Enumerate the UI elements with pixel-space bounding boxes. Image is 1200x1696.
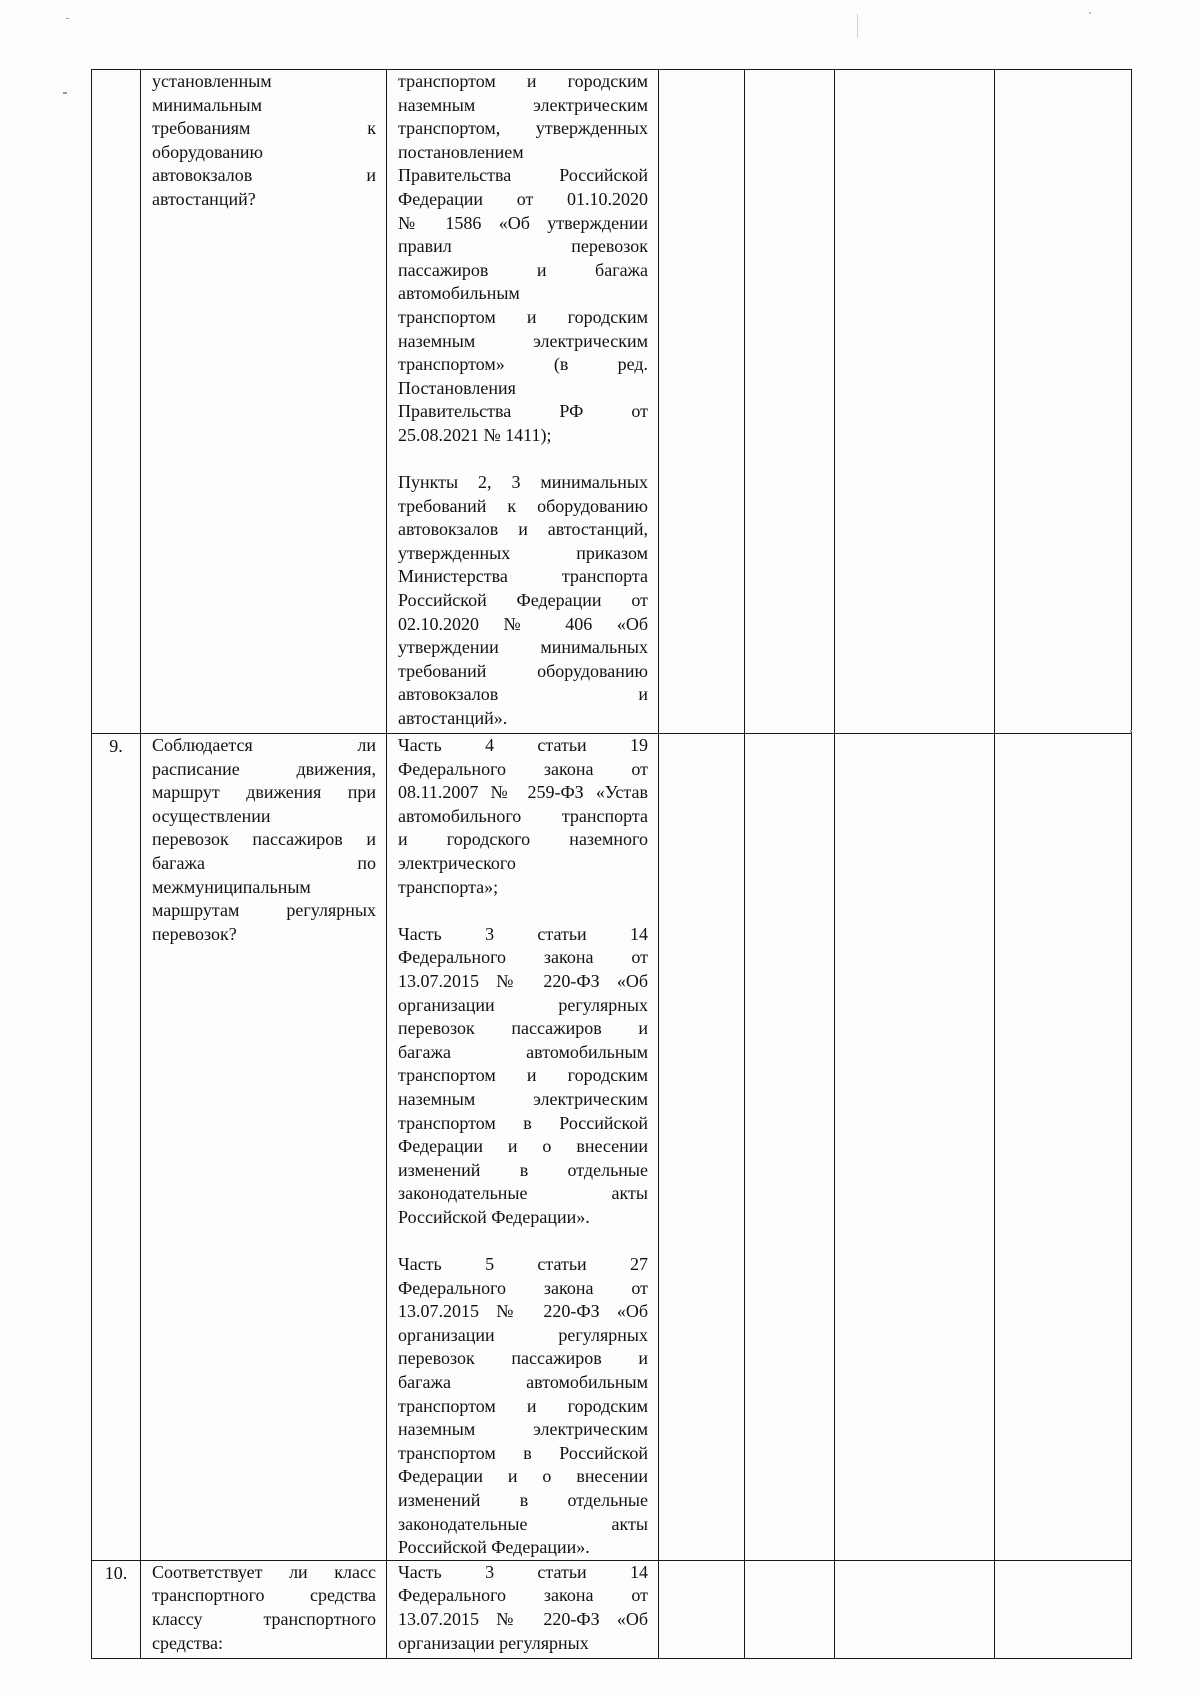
text-line: маршрутам регулярных (152, 900, 376, 921)
legal-basis-cell (387, 1560, 659, 1658)
legal-basis-paragraph (398, 1253, 648, 1560)
text-line: перевозок пассажиров и (398, 1348, 648, 1369)
text-line: утверждении минимальных (398, 637, 648, 658)
text-line: транспортом, утвержденных (398, 118, 648, 139)
legal-basis-text (398, 734, 648, 1560)
text-line: автостанций? (152, 188, 256, 209)
text-line: оборудованию (152, 141, 263, 162)
text-line: Постановления (398, 377, 516, 398)
legal-basis-paragraph (398, 70, 648, 448)
text-line: Соответствует ли класс (152, 1561, 376, 1582)
row-number-cell (92, 1560, 141, 1658)
legal-basis-paragraph (398, 734, 648, 899)
text-line: электрического (398, 852, 516, 873)
answer-cell-yes (659, 734, 745, 1561)
text-line: наземным электрическим (398, 94, 648, 115)
question-cell (141, 734, 387, 1561)
text-line: 08.11.2007 № 259-ФЗ «Устав (398, 782, 648, 803)
text-line: автостанций». (398, 708, 508, 729)
text-line: Федерации и о внесении (398, 1466, 648, 1487)
note-cell (995, 70, 1132, 734)
text-line: правил перевозок (398, 236, 648, 257)
text-line: изменений в отдельные (398, 1159, 648, 1180)
legal-basis-cell (387, 70, 659, 734)
scan-speck (1089, 12, 1091, 14)
text-line: постановлением (398, 141, 524, 162)
text-line: транспортом» (в ред. (398, 354, 648, 375)
text-line: Федерации от 01.10.2020 (398, 188, 648, 209)
text-line: наземным электрическим (398, 330, 648, 351)
text-line: перевозок пассажиров и (398, 1018, 648, 1039)
question-text (152, 70, 376, 212)
legal-basis-cell (387, 734, 659, 1561)
text-line: автовокзалов и (152, 165, 376, 186)
answer-cell-no (745, 70, 835, 734)
text-line: Федерального закона от (398, 1277, 648, 1298)
text-line: Федерального закона от (398, 758, 648, 779)
text-line: Правительства РФ от (398, 401, 648, 422)
text-line: установленным (152, 71, 272, 91)
scan-speck (857, 14, 858, 38)
table-row (92, 1560, 1132, 1658)
text-line: Часть 3 статьи 14 (398, 1561, 648, 1582)
text-line: 13.07.2015 № 220-ФЗ «Об (398, 1301, 648, 1322)
legal-basis-text (398, 1561, 648, 1655)
text-line: организации регулярных (398, 994, 648, 1015)
paragraph-gap (398, 448, 648, 472)
answer-cell-yes (659, 1560, 745, 1658)
answer-cell-not-applicable (835, 734, 995, 1561)
text-line: Российской Федерации от (398, 590, 648, 611)
text-line: законодательные акты (398, 1183, 648, 1204)
text-line: межмуниципальным (152, 876, 311, 897)
text-line: автовокзалов и автостанций, (398, 519, 648, 540)
scan-speck (66, 18, 69, 19)
text-line: Федерального закона от (398, 1585, 648, 1606)
table-row (92, 734, 1132, 1561)
text-line: 13.07.2015 № 220-ФЗ «Об (398, 1608, 648, 1629)
text-line: Часть 5 статьи 27 (398, 1254, 648, 1275)
text-line: Российской Федерации». (398, 1537, 590, 1558)
table-body (92, 70, 1132, 1659)
note-cell (995, 734, 1132, 1561)
answer-cell-no (745, 1560, 835, 1658)
text-line: № 1586 «Об утверждении (398, 212, 648, 233)
text-line: 25.08.2021 № 1411); (398, 424, 552, 445)
text-line: законодательные акты (398, 1513, 648, 1534)
text-line: утвержденных приказом (398, 542, 648, 563)
question-text (152, 734, 376, 946)
text-line: требованиям к (152, 118, 376, 139)
row-number-cell (92, 70, 141, 734)
text-line: Федерального закона от (398, 947, 648, 968)
text-line: наземным электрическим (398, 1088, 648, 1109)
text-line: багажа автомобильным (398, 1041, 648, 1062)
text-line: перевозок пассажиров и (152, 829, 376, 850)
text-line: транспортом в Российской (398, 1442, 648, 1463)
row-number: 10. (104, 1562, 128, 1583)
text-line: Соблюдается ли (152, 735, 376, 755)
text-line: Правительства Российской (398, 165, 648, 186)
text-line: транспортом и городским (398, 1395, 648, 1416)
note-cell (995, 1560, 1132, 1658)
checklist-table (91, 69, 1132, 1659)
legal-basis-paragraph (398, 471, 648, 731)
text-line: автомобильным (398, 283, 520, 304)
text-line: пассажиров и багажа (398, 259, 648, 280)
text-line: и городского наземного (398, 829, 648, 850)
text-line: 13.07.2015 № 220-ФЗ «Об (398, 970, 648, 991)
table-row (92, 70, 1132, 734)
text-line: осуществлении (152, 805, 271, 826)
text-line: автовокзалов и (398, 684, 648, 705)
text-line: транспортом в Российской (398, 1112, 648, 1133)
legal-basis-paragraph (398, 923, 648, 1230)
answer-cell-no (745, 734, 835, 1561)
text-line: багажа автомобильным (398, 1372, 648, 1393)
text-line: транспорта»; (398, 876, 499, 897)
answer-cell-not-applicable (835, 70, 995, 734)
text-line: требований к оборудованию (398, 495, 648, 516)
scan-speck (1130, 730, 1132, 732)
text-line: Часть 3 статьи 14 (398, 923, 648, 944)
answer-cell-yes (659, 70, 745, 734)
paragraph-gap (398, 1229, 648, 1253)
text-line: Федерации и о внесении (398, 1136, 648, 1157)
text-line: Российской Федерации». (398, 1206, 590, 1227)
text-line: транспортом и городским (398, 71, 648, 91)
text-line: транспортного средства (152, 1585, 376, 1606)
text-line: транспортом и городским (398, 306, 648, 327)
answer-cell-not-applicable (835, 1560, 995, 1658)
text-line: требований оборудованию (398, 660, 648, 681)
legal-basis-text (398, 70, 648, 731)
question-text (152, 1561, 376, 1655)
text-line: Министерства транспорта (398, 566, 648, 587)
text-line: минимальным (152, 94, 263, 115)
text-line: организации регулярных (398, 1324, 648, 1345)
text-line: организации регулярных (398, 1632, 589, 1653)
text-line: Пункты 2, 3 минимальных (398, 472, 648, 493)
question-cell (141, 70, 387, 734)
paragraph-gap (398, 899, 648, 923)
text-line: транспортом и городским (398, 1065, 648, 1086)
text-line: автомобильного транспорта (398, 805, 648, 826)
text-line: расписание движения, (152, 758, 376, 779)
text-line: перевозок? (152, 923, 237, 944)
text-line: классу транспортного (152, 1608, 376, 1629)
text-line: 02.10.2020 № 406 «Об (398, 613, 648, 634)
scan-speck (63, 92, 67, 94)
text-line: изменений в отдельные (398, 1490, 648, 1510)
text-line: средства: (152, 1632, 224, 1653)
row-number-cell (92, 734, 141, 1561)
text-line: маршрут движения при (152, 782, 376, 803)
legal-basis-paragraph (398, 1561, 648, 1655)
question-cell (141, 1560, 387, 1658)
text-line: наземным электрическим (398, 1419, 648, 1440)
text-line: багажа по (152, 852, 376, 873)
row-number: 9. (109, 736, 123, 756)
text-line: Часть 4 статьи 19 (398, 735, 648, 755)
